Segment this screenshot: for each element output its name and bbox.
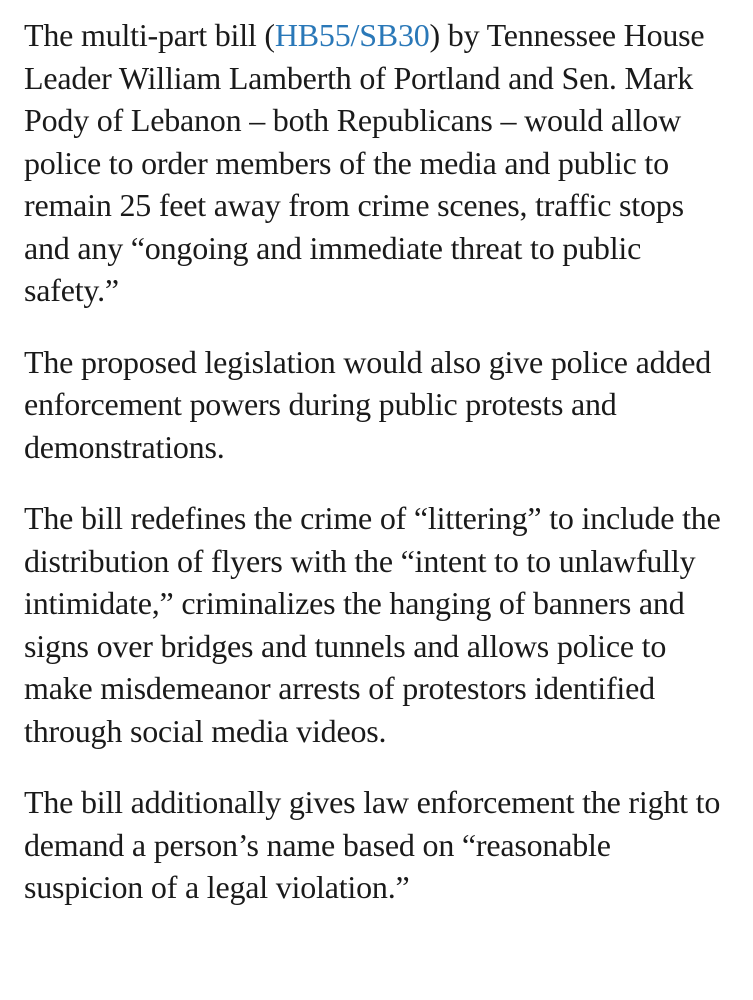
bill-link[interactable]: HB55/SB30	[274, 17, 430, 53]
paragraph-bill-intro	[24, 14, 736, 312]
article-body	[24, 14, 736, 938]
paragraph-enforcement-powers: The proposed legislation would also give police added enforcement powers during public protests and demonstrations.	[24, 343, 712, 465]
paragraph-littering: The bill redefines the crime of “littering” to include the distribution of flyers with the “intent to to unlawfully intimidate,” criminalizes the hanging of banners and signs over bridges and tunnels and allows police to make misdemeanor arrests of protestors identified through social media videos.	[24, 500, 721, 749]
paragraph-bill-intro-end: ) by Tennessee House Leader William Lamberth of Portland and Sen. Mark Pody of Lebanon – both Republicans – would allow police to order members of the media and public to remain 25 feet away from crime scenes, traffic stops and any “ongoing and immediate threat to public safety.”	[24, 17, 705, 308]
paragraph-name-demand: The bill additionally gives law enforcement the right to demand a person’s name based on “reasonable suspicion of a legal violation.”	[24, 784, 721, 905]
paragraph-bill-intro-start: The multi-part bill (	[24, 17, 275, 53]
